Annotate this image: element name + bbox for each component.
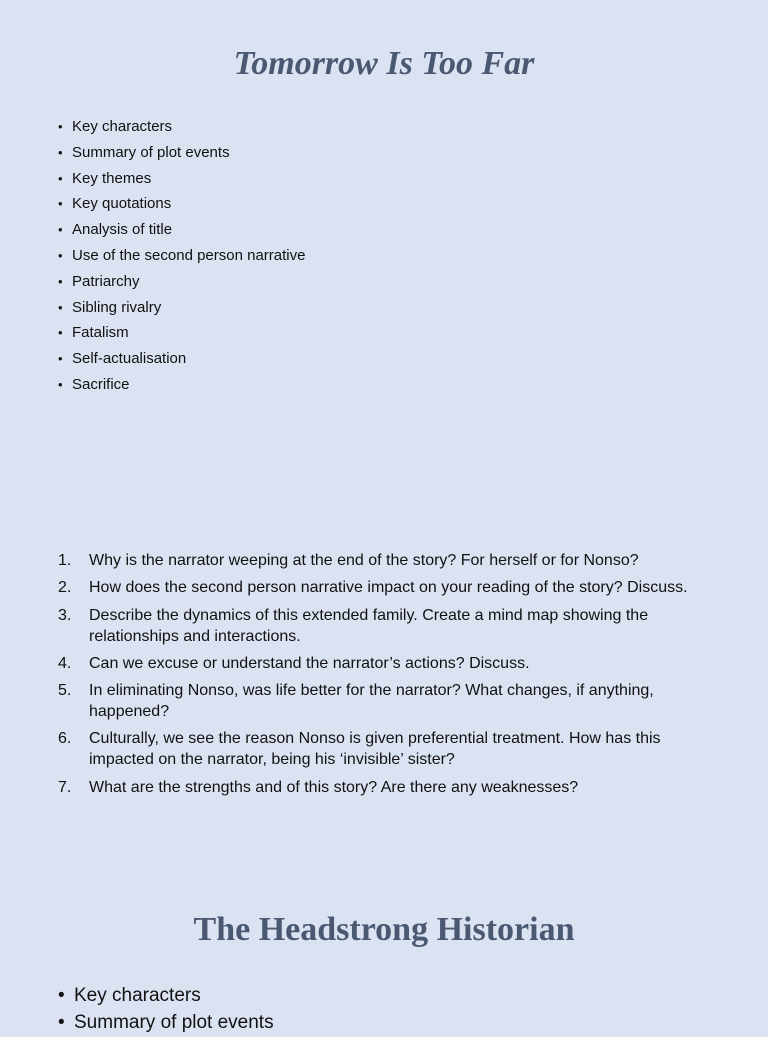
question-item (56, 605, 716, 647)
question-number: 3. (58, 606, 72, 624)
question-item (56, 653, 716, 674)
topic-item: • Patriarchy (56, 272, 305, 298)
topic-item: • Sibling rivalry (56, 298, 305, 324)
section-title-headstrong-historian: The Headstrong Historian (193, 911, 575, 948)
question-item (56, 728, 716, 770)
topic-item: • Summary of plot events (56, 1010, 274, 1037)
question-item (56, 777, 716, 798)
discussion-questions (56, 550, 716, 804)
question-text: What are the strengths and of this story? Are there any weaknesses? (89, 778, 579, 796)
question-item (56, 680, 716, 722)
topic-item: • Analysis of title (56, 220, 305, 246)
question-number: 6. (58, 730, 72, 748)
topic-item: • Fatalism (56, 323, 305, 349)
topic-item: • Key characters (56, 983, 274, 1010)
section-title-tomorrow-is-too-far: Tomorrow Is Too Far (233, 45, 535, 82)
topic-list-headstrong-historian (56, 983, 274, 1037)
question-item (56, 577, 716, 598)
topic-item: • Key themes (56, 169, 305, 195)
topic-list (56, 117, 305, 401)
question-text: Describe the dynamics of this extended family. Create a mind map showing the relationships and interactions. (89, 606, 649, 645)
question-number: 7. (58, 778, 72, 796)
topic-item: • Summary of plot events (56, 143, 305, 169)
question-number: 1. (58, 552, 72, 569)
topic-item: • Sacrifice (56, 375, 305, 401)
question-number: 5. (58, 682, 72, 700)
question-text: Why is the narrator weeping at the end of the story? For herself or for Nonso? (89, 552, 639, 569)
topic-item: • Key quotations (56, 194, 305, 220)
question-text: Can we excuse or understand the narrator’s actions? Discuss. (89, 654, 530, 672)
question-number: 2. (58, 579, 72, 597)
question-item (56, 550, 716, 571)
topic-item: • Use of the second person narrative (56, 246, 305, 272)
topic-item: • Self-actualisation (56, 349, 305, 375)
question-text: How does the second person narrative impact on your reading of the story? Discuss. (89, 579, 688, 597)
question-text: In eliminating Nonso, was life better for the narrator? What changes, if anything, happened? (89, 682, 654, 721)
question-number: 4. (58, 654, 72, 672)
topic-item: • Key characters (56, 117, 305, 143)
question-text: Culturally, we see the reason Nonso is given preferential treatment. How has this impacted on the narrator, being his ‘invisible’ sister? (89, 730, 661, 769)
